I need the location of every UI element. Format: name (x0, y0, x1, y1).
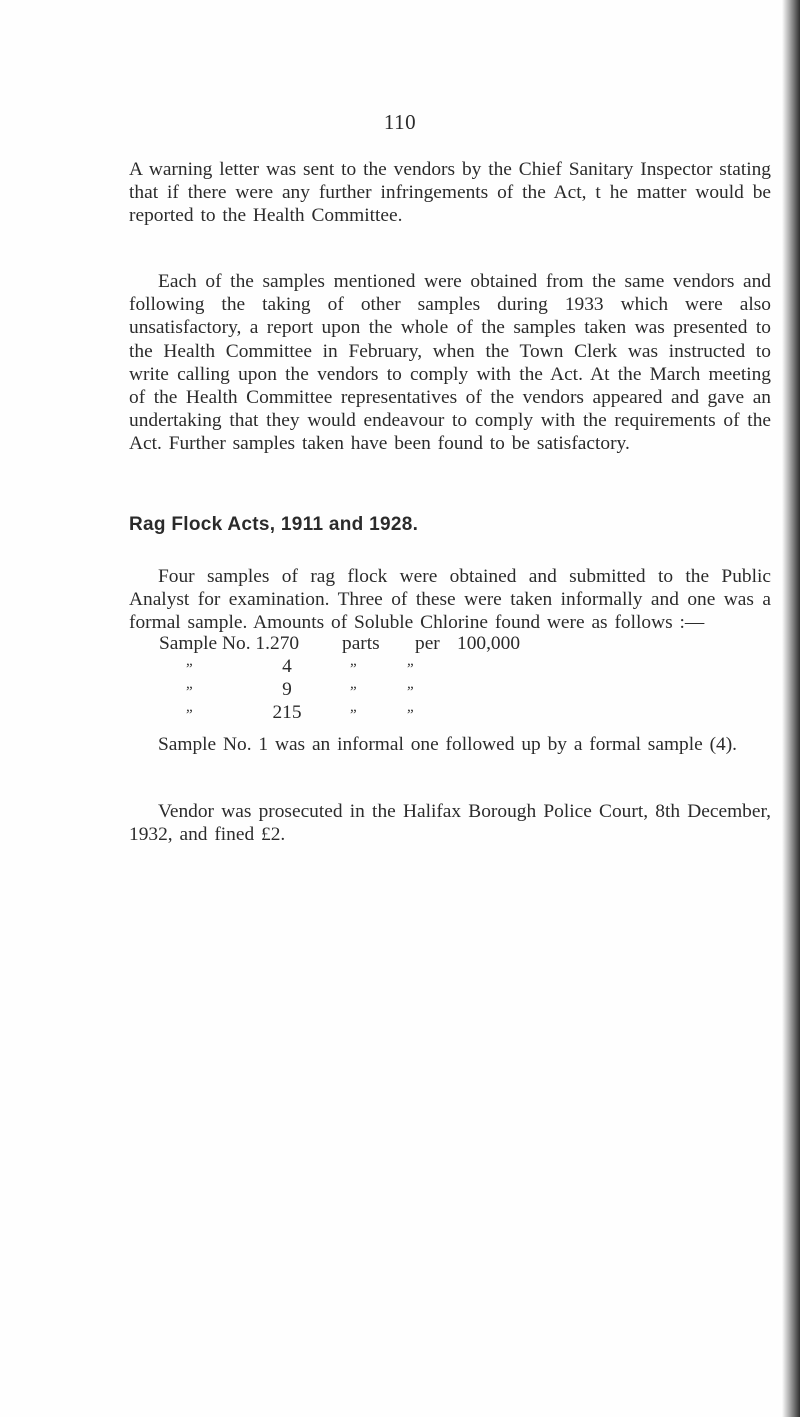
sample-row (159, 633, 719, 656)
paragraph-prosecution (129, 800, 771, 846)
ditto-mark: ” (350, 661, 357, 677)
paragraph-warning-letter (129, 158, 771, 228)
sample-value: 215 (272, 702, 302, 723)
paragraph-text: Each of the samples mentioned were obtained from the same vendors and following the taking of other samples during 1933 which were also unsatisfactory, a report upon the whole of the samples taken was presented to the Health Committee in February, when the Town Clerk was instructed to write calling upon the vendors to comply with the Act. At the March meeting of the Health Committee representatives of the vendors appeared and gave an undertaking that they would endeavour to comply with the requirements of the Act. Further samples taken have been found to be satisfactory. (129, 271, 771, 455)
paragraph-text: Four samples of rag flock were obtained and submitted to the Public Analyst for examination. Three of these were taken informally and one was a formal sample. Amounts of Soluble Chlorine found were as follows :— (129, 566, 771, 634)
page-edge-shadow (782, 0, 800, 1417)
ditto-mark: ” (407, 661, 414, 677)
sample-value: 9 (282, 679, 292, 700)
paragraph-text: Sample No. 1 was an informal one followed up by a formal sample (4). (158, 734, 738, 755)
paragraph-samples-report (129, 270, 771, 456)
ditto-mark: ” (350, 684, 357, 700)
sample-unit: parts (342, 633, 380, 654)
ditto-mark: ” (350, 707, 357, 723)
sample-value: 4 (282, 656, 292, 677)
ditto-mark: ” (186, 707, 193, 723)
paragraph-text: A warning letter was sent to the vendors by the Chief Sanitary Inspector stating that if there were any further infringements of the Act, t he matter would be reported to the Health Committee. (129, 159, 771, 227)
ditto-mark: ” (186, 661, 193, 677)
ditto-mark: ” (186, 684, 193, 700)
page-number: 110 (383, 110, 417, 134)
sample-value: 270 (270, 633, 300, 654)
sample-label: Sample No. 1. (159, 633, 270, 654)
paragraph-text: Vendor was prosecuted in the Halifax Borough Police Court, 8th December, 1932, and fined £2. (129, 801, 771, 846)
ditto-mark: ” (407, 707, 414, 723)
paragraph-sample-note (129, 733, 771, 756)
sample-row (159, 656, 719, 679)
sample-per: per (415, 633, 440, 654)
section-heading: Rag Flock Acts, 1911 and 1928. (129, 514, 419, 535)
ditto-mark: ” (407, 684, 414, 700)
samples-table (159, 633, 719, 725)
sample-total: 100,000 (457, 633, 521, 654)
paragraph-rag-flock-samples (129, 565, 771, 635)
sample-row (159, 679, 719, 702)
section-heading-block (129, 514, 771, 536)
sample-row (159, 702, 719, 725)
